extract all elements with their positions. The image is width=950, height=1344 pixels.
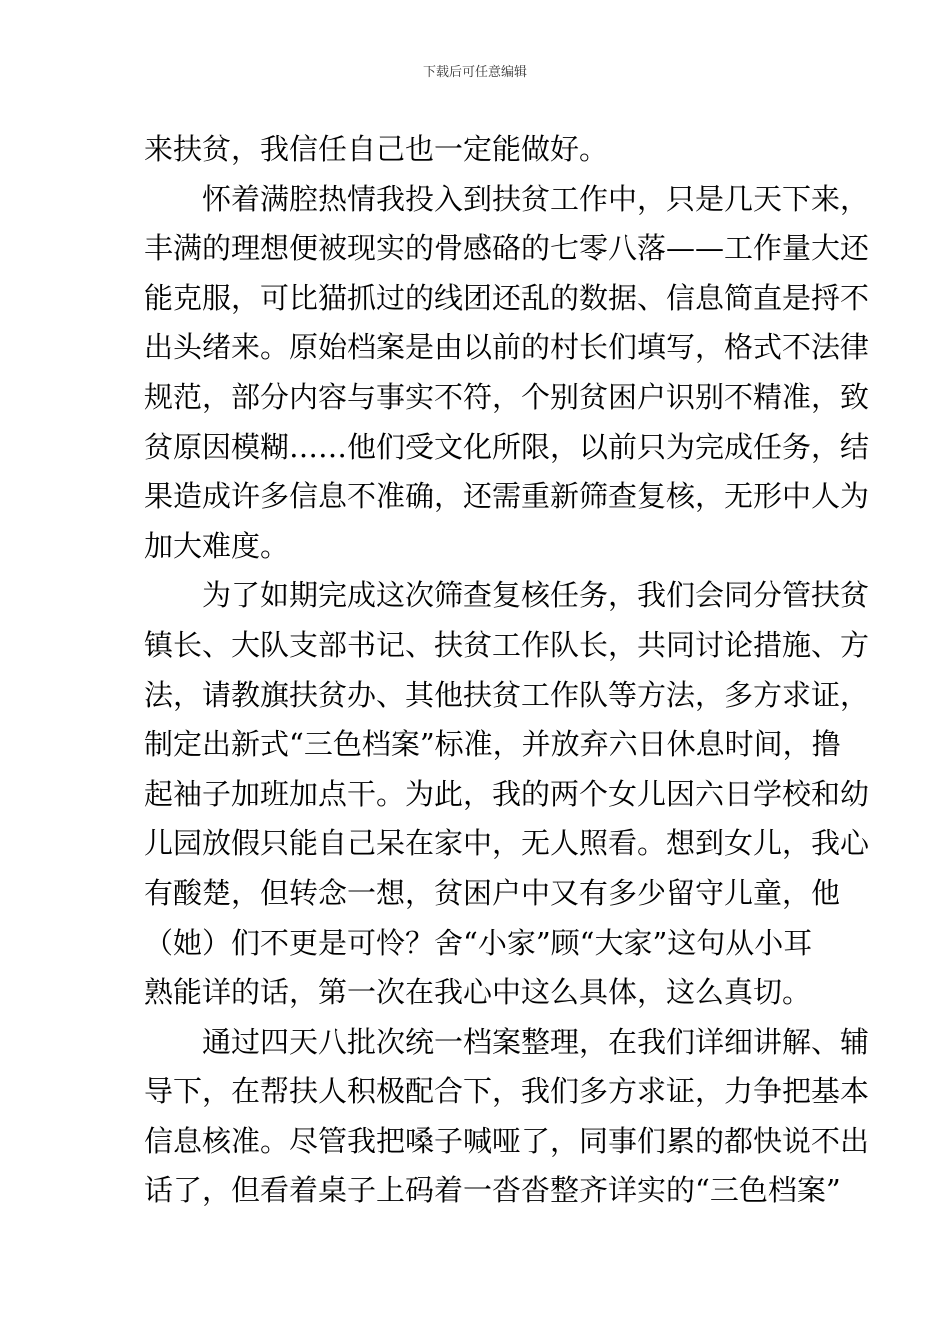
text-line: （她）们不更是可怜？舍“小家”顾“大家”这句从小耳 <box>144 925 813 960</box>
text-line: 怀着满腔热情我投入到扶贫工作中，只是几天下来， <box>202 181 870 216</box>
text-line: 镇长、大队支部书记、扶贫工作队长，共同讨论措施、方 <box>144 627 870 662</box>
text-line: 加大难度。 <box>144 528 290 563</box>
text-line: 为了如期完成这次筛查复核任务，我们会同分管扶贫 <box>202 578 870 613</box>
page-header: 下载后可任意编辑 <box>422 65 527 80</box>
text-line: 制定出新式“三色档案”标准，并放弃六日休息时间，撸 <box>144 727 841 762</box>
text-line: 有酸楚，但转念一想，贫困户中又有多少留守儿童，他 <box>144 875 841 910</box>
text-line: 起袖子加班加点干。为此，我的两个女儿因六日学校和幼 <box>144 776 870 811</box>
text-line: 贫原因模糊……他们受文化所限，以前只为完成任务，结 <box>144 429 870 464</box>
text-line: 熟能详的话，第一次在我心中这么具体，这么真切。 <box>144 975 812 1010</box>
text-line: 出头绪来。原始档案是由以前的村长们填写，格式不法律 <box>144 330 870 365</box>
text-line: 果造成许多信息不准确，还需重新筛查复核，无形中人为 <box>144 479 870 514</box>
text-line: 法，请教旗扶贫办、其他扶贫工作队等方法，多方求证， <box>144 677 870 712</box>
body-text <box>144 125 870 1216</box>
text-line: 导下，在帮扶人积极配合下，我们多方求证，力争把基本 <box>144 1074 870 1109</box>
text-line: 信息核准。尽管我把嗓子喊哑了，同事们累的都快说不出 <box>144 1123 870 1158</box>
text-line: 丰满的理想便被现实的骨感硌的七零八落——工作量大还 <box>144 231 870 266</box>
text-line: 来扶贫，我信任自己也一定能做好。 <box>144 132 609 166</box>
text-line: 通过四天八批次统一档案整理，在我们详细讲解、辅 <box>202 1024 870 1059</box>
text-line: 能克服，可比猫抓过的线团还乱的数据、信息简直是捋不 <box>144 280 870 315</box>
text-line: 话了，但看着桌子上码着一沓沓整齐详实的“三色档案” <box>144 1173 841 1208</box>
text-line: 儿园放假只能自己呆在家中，无人照看。想到女儿，我心 <box>144 826 870 861</box>
text-line: 规范，部分内容与事实不符，个别贫困户识别不精准，致 <box>144 379 870 414</box>
